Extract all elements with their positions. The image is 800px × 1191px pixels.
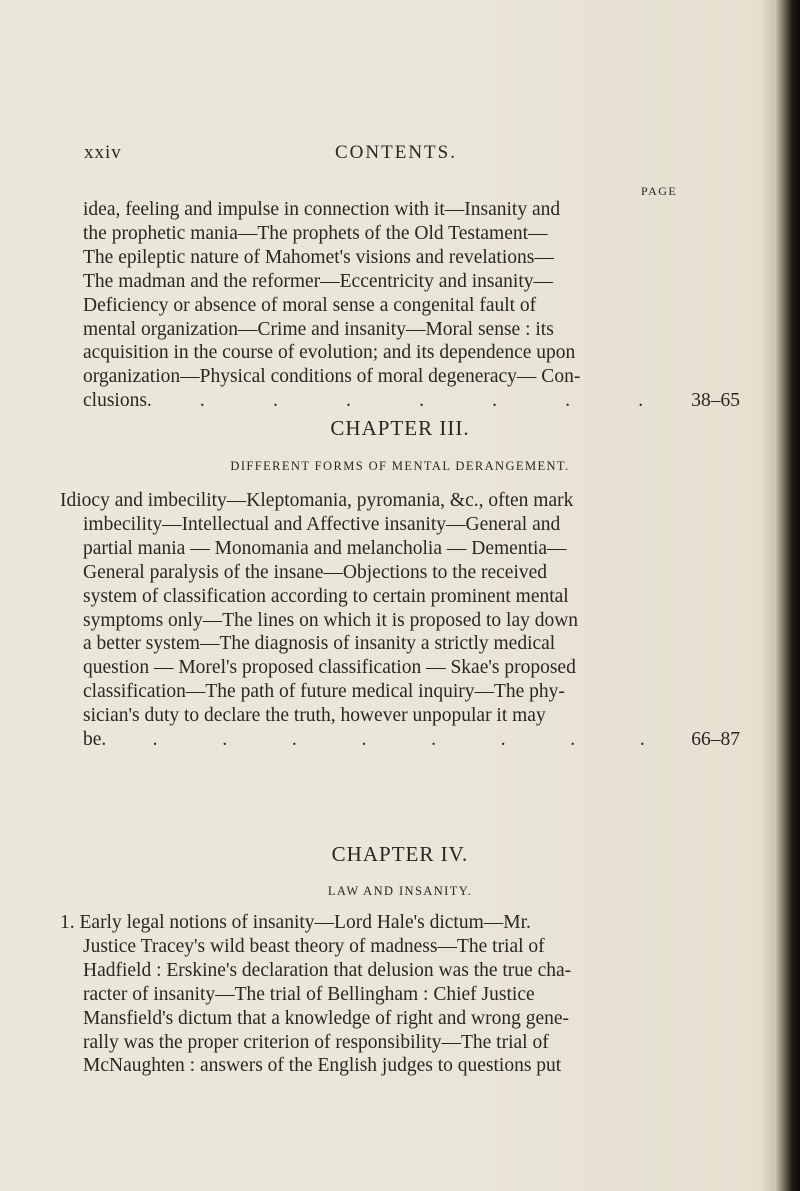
summary-last-line (83, 389, 740, 413)
summary-line: idea, feeling and impulse in connection with it—Insanity and (83, 199, 561, 220)
chapter3-line-end: be. (83, 729, 107, 751)
chapter4-line: Justice Tracey's wild beast theory of madness—The trial of (83, 935, 545, 957)
chapter2-summary-continued (83, 198, 740, 413)
summary-line: acquisition in the course of evolution; and its dependence upon (83, 342, 576, 364)
chapter3-line: partial mania — Monomania and melancholia — Dementia— (83, 537, 567, 559)
chapter4-summary (83, 935, 740, 1078)
chapter4-line: rally was the proper criterion of responsibility—The trial of (83, 1031, 549, 1053)
running-title: CONTENTS. (335, 142, 457, 163)
summary-line: the prophetic mania—The prophets of the Old Testament— (83, 222, 548, 244)
page-range: 38–65 (691, 390, 740, 412)
chapter4-line (60, 911, 740, 935)
chapter3-line: classification—The path of future medical inquiry—The phy- (83, 681, 565, 703)
dot-leader: . . . . . . . . (152, 729, 645, 751)
chapter-4-heading: CHAPTER IV. (331, 842, 469, 866)
summary-line: The madman and the reformer—Eccentricity and insanity— (83, 270, 553, 292)
chapter4-line: Mansfield's dictum that a knowledge of right and wrong gene- (83, 1007, 570, 1029)
book-binding-edge (774, 0, 800, 1191)
item-number: 1. (60, 912, 75, 933)
summary-line: The epileptic nature of Mahomet's visions and revelations— (83, 246, 554, 268)
page-number: xxiv (84, 142, 122, 163)
chapter4-line: Hadfield : Erskine's declaration that delusion was the true cha- (83, 959, 572, 981)
chapter3-line: a better system—The diagnosis of insanity a strictly medical (83, 633, 556, 655)
chapter3-line: symptoms only—The lines on which it is proposed to lay down (83, 609, 579, 631)
chapter3-summary (83, 513, 740, 752)
chapter3-line: imbecility—Intellectual and Affective insanity—General and (83, 513, 561, 535)
chapter4-line: racter of insanity—The trial of Bellingham : Chief Justice (83, 983, 535, 1005)
dot-leader: . . . . . . . (199, 390, 644, 412)
chapter3-line: General paralysis of the insane—Objections to the received (83, 561, 548, 583)
chapter3-line: sician's duty to declare the truth, however unpopular it may (83, 705, 546, 727)
chapter3-last-line (83, 728, 740, 752)
chapter-4-subtitle: LAW AND INSANITY. (327, 884, 473, 898)
chapter3-first-line-block (60, 489, 740, 513)
summary-line: mental organization—Crime and insanity—Moral sense : its (83, 318, 554, 340)
chapter-3-heading: CHAPTER III. (330, 416, 470, 440)
running-head (84, 142, 724, 166)
binding-shadow (760, 0, 774, 1191)
page-column-label: PAGE (641, 184, 678, 198)
page-range: 66–87 (691, 729, 740, 751)
summary-line: organization—Physical conditions of moral degeneracy— Con- (83, 366, 581, 388)
chapter-3-subtitle: DIFFERENT FORMS OF MENTAL DERANGEMENT. (230, 459, 570, 473)
chapter3-line: system of classification according to certain prominent mental (83, 585, 569, 607)
chapter4-first-line-block (60, 911, 740, 935)
chapter3-line: Idiocy and imbecility—Kleptomania, pyromania, &c., often mark (60, 490, 574, 511)
chapter3-line: question — Morel's proposed classification — Skae's proposed (83, 657, 576, 679)
summary-line: Deficiency or absence of moral sense a congenital fault of (83, 294, 537, 316)
summary-line-end: clusions. (83, 390, 152, 412)
chapter4-first-line: Early legal notions of insanity—Lord Hale's dictum—Mr. (79, 912, 531, 933)
chapter4-line: McNaughten : answers of the English judges to questions put (83, 1055, 562, 1077)
